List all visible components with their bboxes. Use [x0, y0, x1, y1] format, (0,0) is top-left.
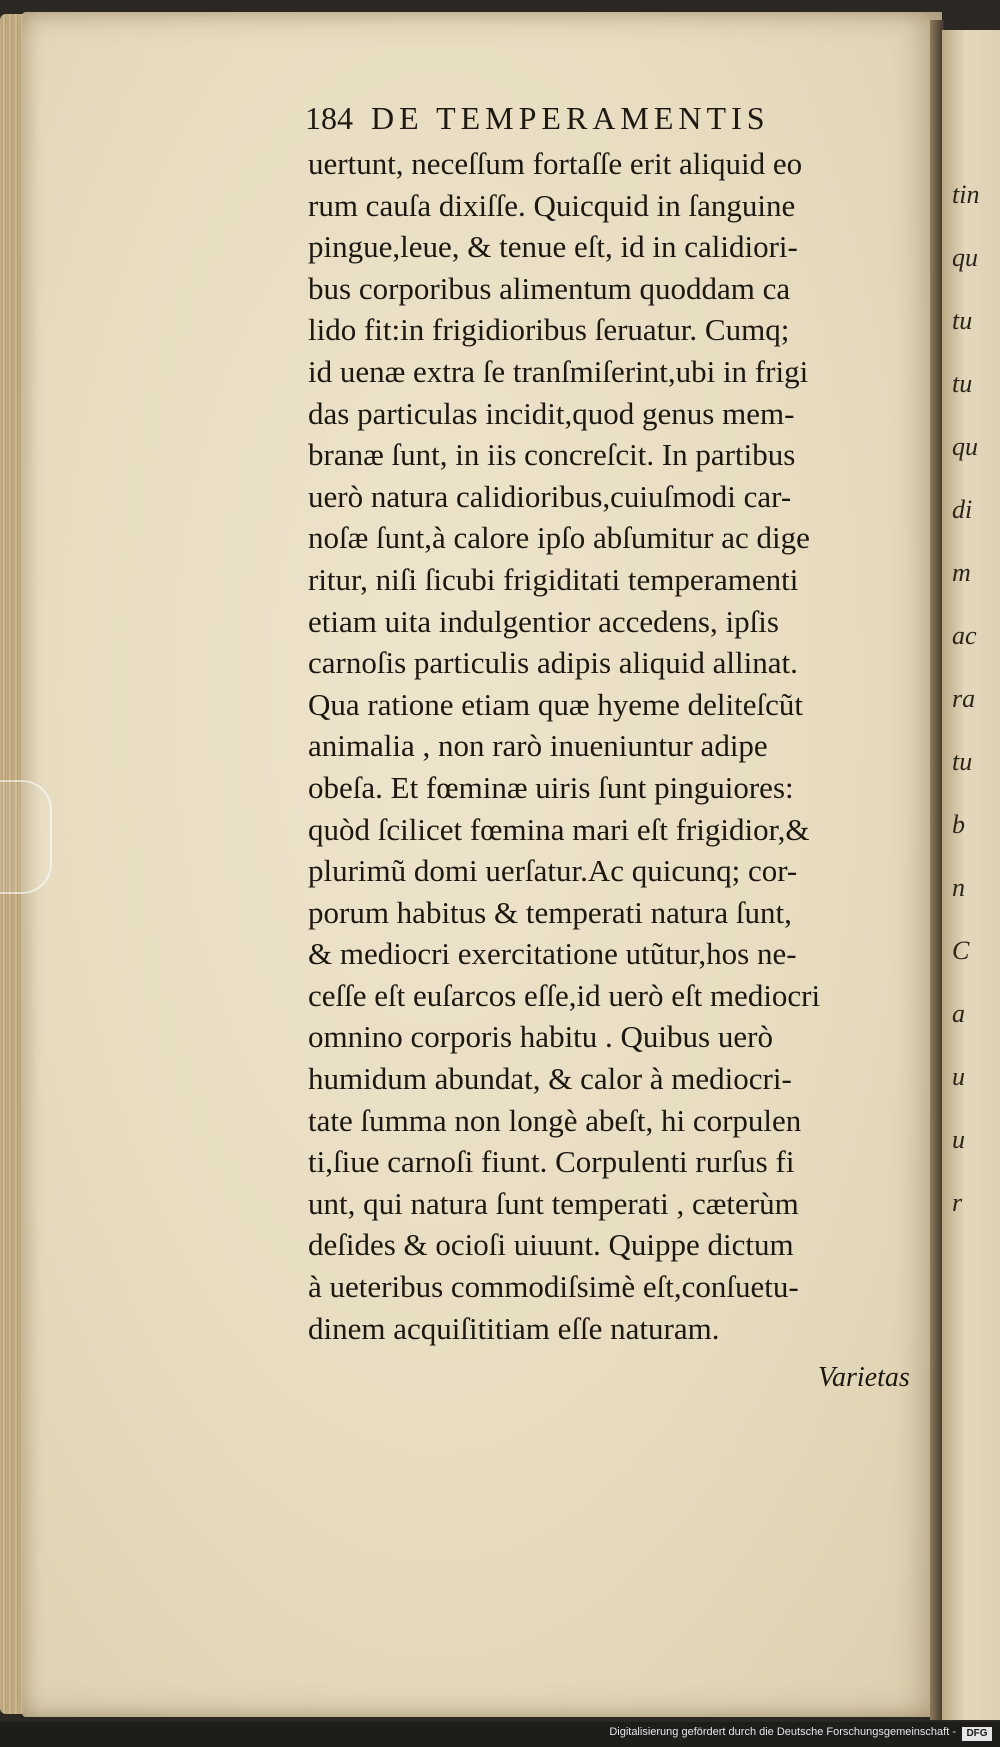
text-line: omnino corporis habitu . Quibus uerò	[308, 1019, 773, 1055]
text-line: pingue,leue, & tenue eſt, id in calidiori-	[308, 229, 798, 265]
facing-text-fragment: C	[952, 936, 970, 965]
text-line: animalia , non rarò inueniuntur adipe	[308, 728, 768, 764]
footer-bar	[0, 1722, 1000, 1747]
facing-text-fragment: qu	[952, 432, 978, 461]
text-line: carnoſis particulis adipis aliquid allinat.	[308, 645, 798, 681]
text-line: porum habitus & temperati natura ſunt,	[308, 894, 792, 930]
text-line: bus corporibus alimentum quoddam ca	[308, 270, 791, 306]
text-line: deſides & ocioſi uiuunt. Quippe dictum	[308, 1227, 794, 1263]
facing-text-fragment: n	[952, 873, 965, 902]
facing-text-fragment: tu	[952, 306, 973, 335]
running-head: DE TEMPERAMENTIS	[371, 100, 770, 136]
funding-notice: Digitalisierung gefördert durch die Deutsche Forschungsgemeinschaft -	[609, 1726, 956, 1738]
facing-text-fragment: qu	[952, 243, 978, 272]
text-line: noſæ ſunt,à calore ipſo abſumitur ac dige	[308, 520, 810, 556]
body-text	[308, 143, 908, 1349]
page-clip-mark	[0, 780, 52, 894]
facing-text-fragment: m	[952, 558, 971, 587]
text-line: das particulas incidit,quod genus mem-	[308, 395, 795, 431]
facing-text-fragment: r	[952, 1188, 963, 1217]
text-line: id uenæ extra ſe tranſmiſerint,ubi in frigi	[308, 353, 809, 389]
text-line: & mediocri exercitatione utũtur,hos ne-	[308, 936, 797, 972]
facing-text-fragment: b	[952, 810, 965, 839]
facing-text-fragment: tu	[952, 369, 973, 398]
facing-text-fragment: tin	[952, 180, 980, 209]
text-line: rum cauſa dixiſſe. Quicquid in ſanguine	[308, 187, 796, 223]
text-line: Qua ratione etiam quæ hyeme deliteſcũt	[308, 686, 803, 722]
facing-text-fragment: u	[952, 1062, 965, 1091]
facing-page-fragment	[942, 30, 1000, 1720]
text-line: humidum abundat, & calor à mediocri-	[308, 1061, 792, 1097]
text-line: branæ ſunt, in iis concreſcit. In partibus	[308, 437, 796, 473]
text-line: lido fit:in frigidioribus ſeruatur. Cumq;	[308, 312, 790, 348]
text-line: ti,ſiue carnoſi fiunt. Corpulenti rurſus fi	[308, 1144, 795, 1180]
text-line: à ueteribus commodiſsimè eſt,conſuetu-	[308, 1269, 799, 1305]
text-line: dinem acquiſititiam eſſe naturam.	[308, 1310, 720, 1346]
facing-text-fragment: ac	[952, 621, 977, 650]
text-line: ritur, niſi ſicubi frigiditati temperamenti	[308, 561, 799, 597]
text-line: uertunt, neceſſum fortaſſe erit aliquid eo	[308, 146, 803, 181]
catchword: Varietas	[818, 1362, 910, 1393]
page-header	[305, 100, 825, 137]
facing-text-fragment: tu	[952, 747, 973, 776]
text-line: etiam uita indulgentior accedens, ipſis	[308, 603, 779, 639]
facing-text-fragment: a	[952, 999, 965, 1028]
dfg-logo: DFG	[962, 1727, 992, 1741]
text-line: unt, qui natura ſunt temperati , cæterùm	[308, 1185, 799, 1221]
text-line: ceſſe eſt euſarcos eſſe,id uerò eſt mediocri	[308, 977, 821, 1013]
text-line: uerò natura calidioribus,cuiuſmodi car-	[308, 478, 792, 514]
text-line: tate ſumma non longè abeſt, hi corpulen	[308, 1102, 802, 1138]
facing-text-fragment: u	[952, 1125, 965, 1154]
page-number: 184	[305, 100, 353, 136]
facing-text-fragment: ra	[952, 684, 976, 713]
text-line: obeſa. Et fœminæ uiris ſunt pinguiores:	[308, 769, 794, 805]
text-line: plurimũ domi uerſatur.Ac quicunq; cor-	[308, 853, 798, 889]
facing-text-fragment: di	[952, 495, 973, 524]
text-line: quòd ſcilicet fœmina mari eſt frigidior,&	[308, 811, 810, 847]
